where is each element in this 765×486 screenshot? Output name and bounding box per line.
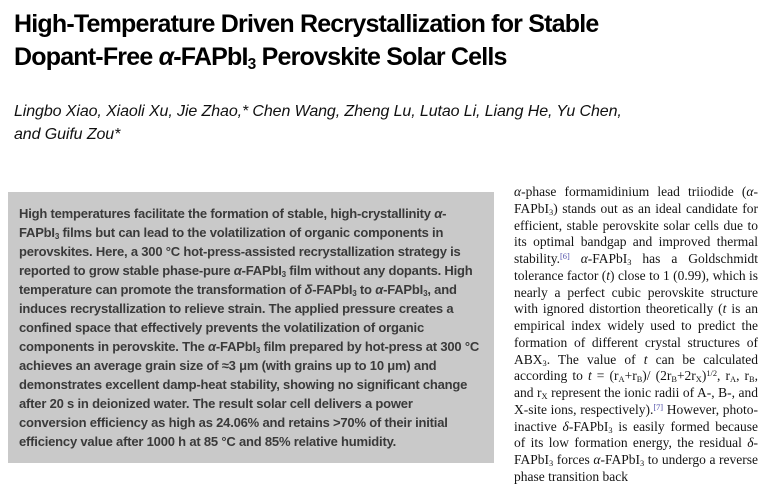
paper-title xyxy=(14,8,754,74)
abstract-panel xyxy=(8,192,494,463)
author-list-line-2: and Guifu Zou* xyxy=(14,126,121,143)
intro-text: α-phase formamidinium lead triiodide (α-FAPbI$_3$) stands out as an ideal candidate for efficient, stable perovskite solar cells due to its optimal bandgap and improved thermal stability.[6] α-FAPbI$_3$ has a Goldschmidt tolerance factor (t) close to 1 (0.99), which is nearly a perfect cubic perovskite structure with ignored distortion theoretically (t is an empirical index widely used to predict the formation of different crystal structures of $ABX_3$. The value of t can be calculated according to $t = (r_A+r_B)/$ $(2r_B+2r_X)^{1/2}$, $r_A$, $r_B$, and $r_X$ represent the ionic radii of A-, B-, and X-site ions, respectively).[7] However, photo-inactive δ-FAPbI$_3$ is easily formed because of its low formation energy, the residual δ-FAPbI$_3$ forces α-FAPbI$_3$ to undergo a reverse phase transition back xyxy=(514,184,758,484)
abstract-text: High temperatures facilitate the formation of stable, high-crystallinity α-FAPbI$_3$ films but can lead to the volatilization of organic components in perovskites. Here, a 300 °C hot-press-assisted recrystallization strategy is reported to grow stable phase-pure α-FAPbI$_3$ film without any dopants. High temperature can promote the transformation of δ-FAPbI$_3$ to α-FAPbI$_3$, and induces recrystallization to relieve strain. The applied pressure creates a confined space that effectively prevents the volatilization of organic components in perovskite. The α-FAPbI$_3$ film prepared by hot-press at 300 °C achieves an average grain size of ≈3 μm (with grains up to 10 μm) and demonstrates excellent damp-heat stability, showing no significant change after 20 s in deionized water. The result solar cell delivers a power conversion efficiency as high as 24.06% and retains >70% of their initial efficiency value after 1000 h at 85 °C and 85% relative humidity. xyxy=(19,206,480,449)
intro-column xyxy=(514,184,758,486)
paper-title-line-2: Dopant-Free α-FAPbI$_3$ Perovskite Solar Cells xyxy=(14,43,507,73)
paper-title-line-1: High-Temperature Driven Recrystallization for Stable xyxy=(14,10,599,38)
reference-link[interactable]: [6] xyxy=(560,251,570,261)
reference-link[interactable]: [7] xyxy=(653,402,664,412)
author-list xyxy=(14,100,754,146)
author-list-line-1: Lingbo Xiao, Xiaoli Xu, Jie Zhao,* Chen Wang, Zheng Lu, Lutao Li, Liang He, Yu Chen, xyxy=(14,103,622,120)
